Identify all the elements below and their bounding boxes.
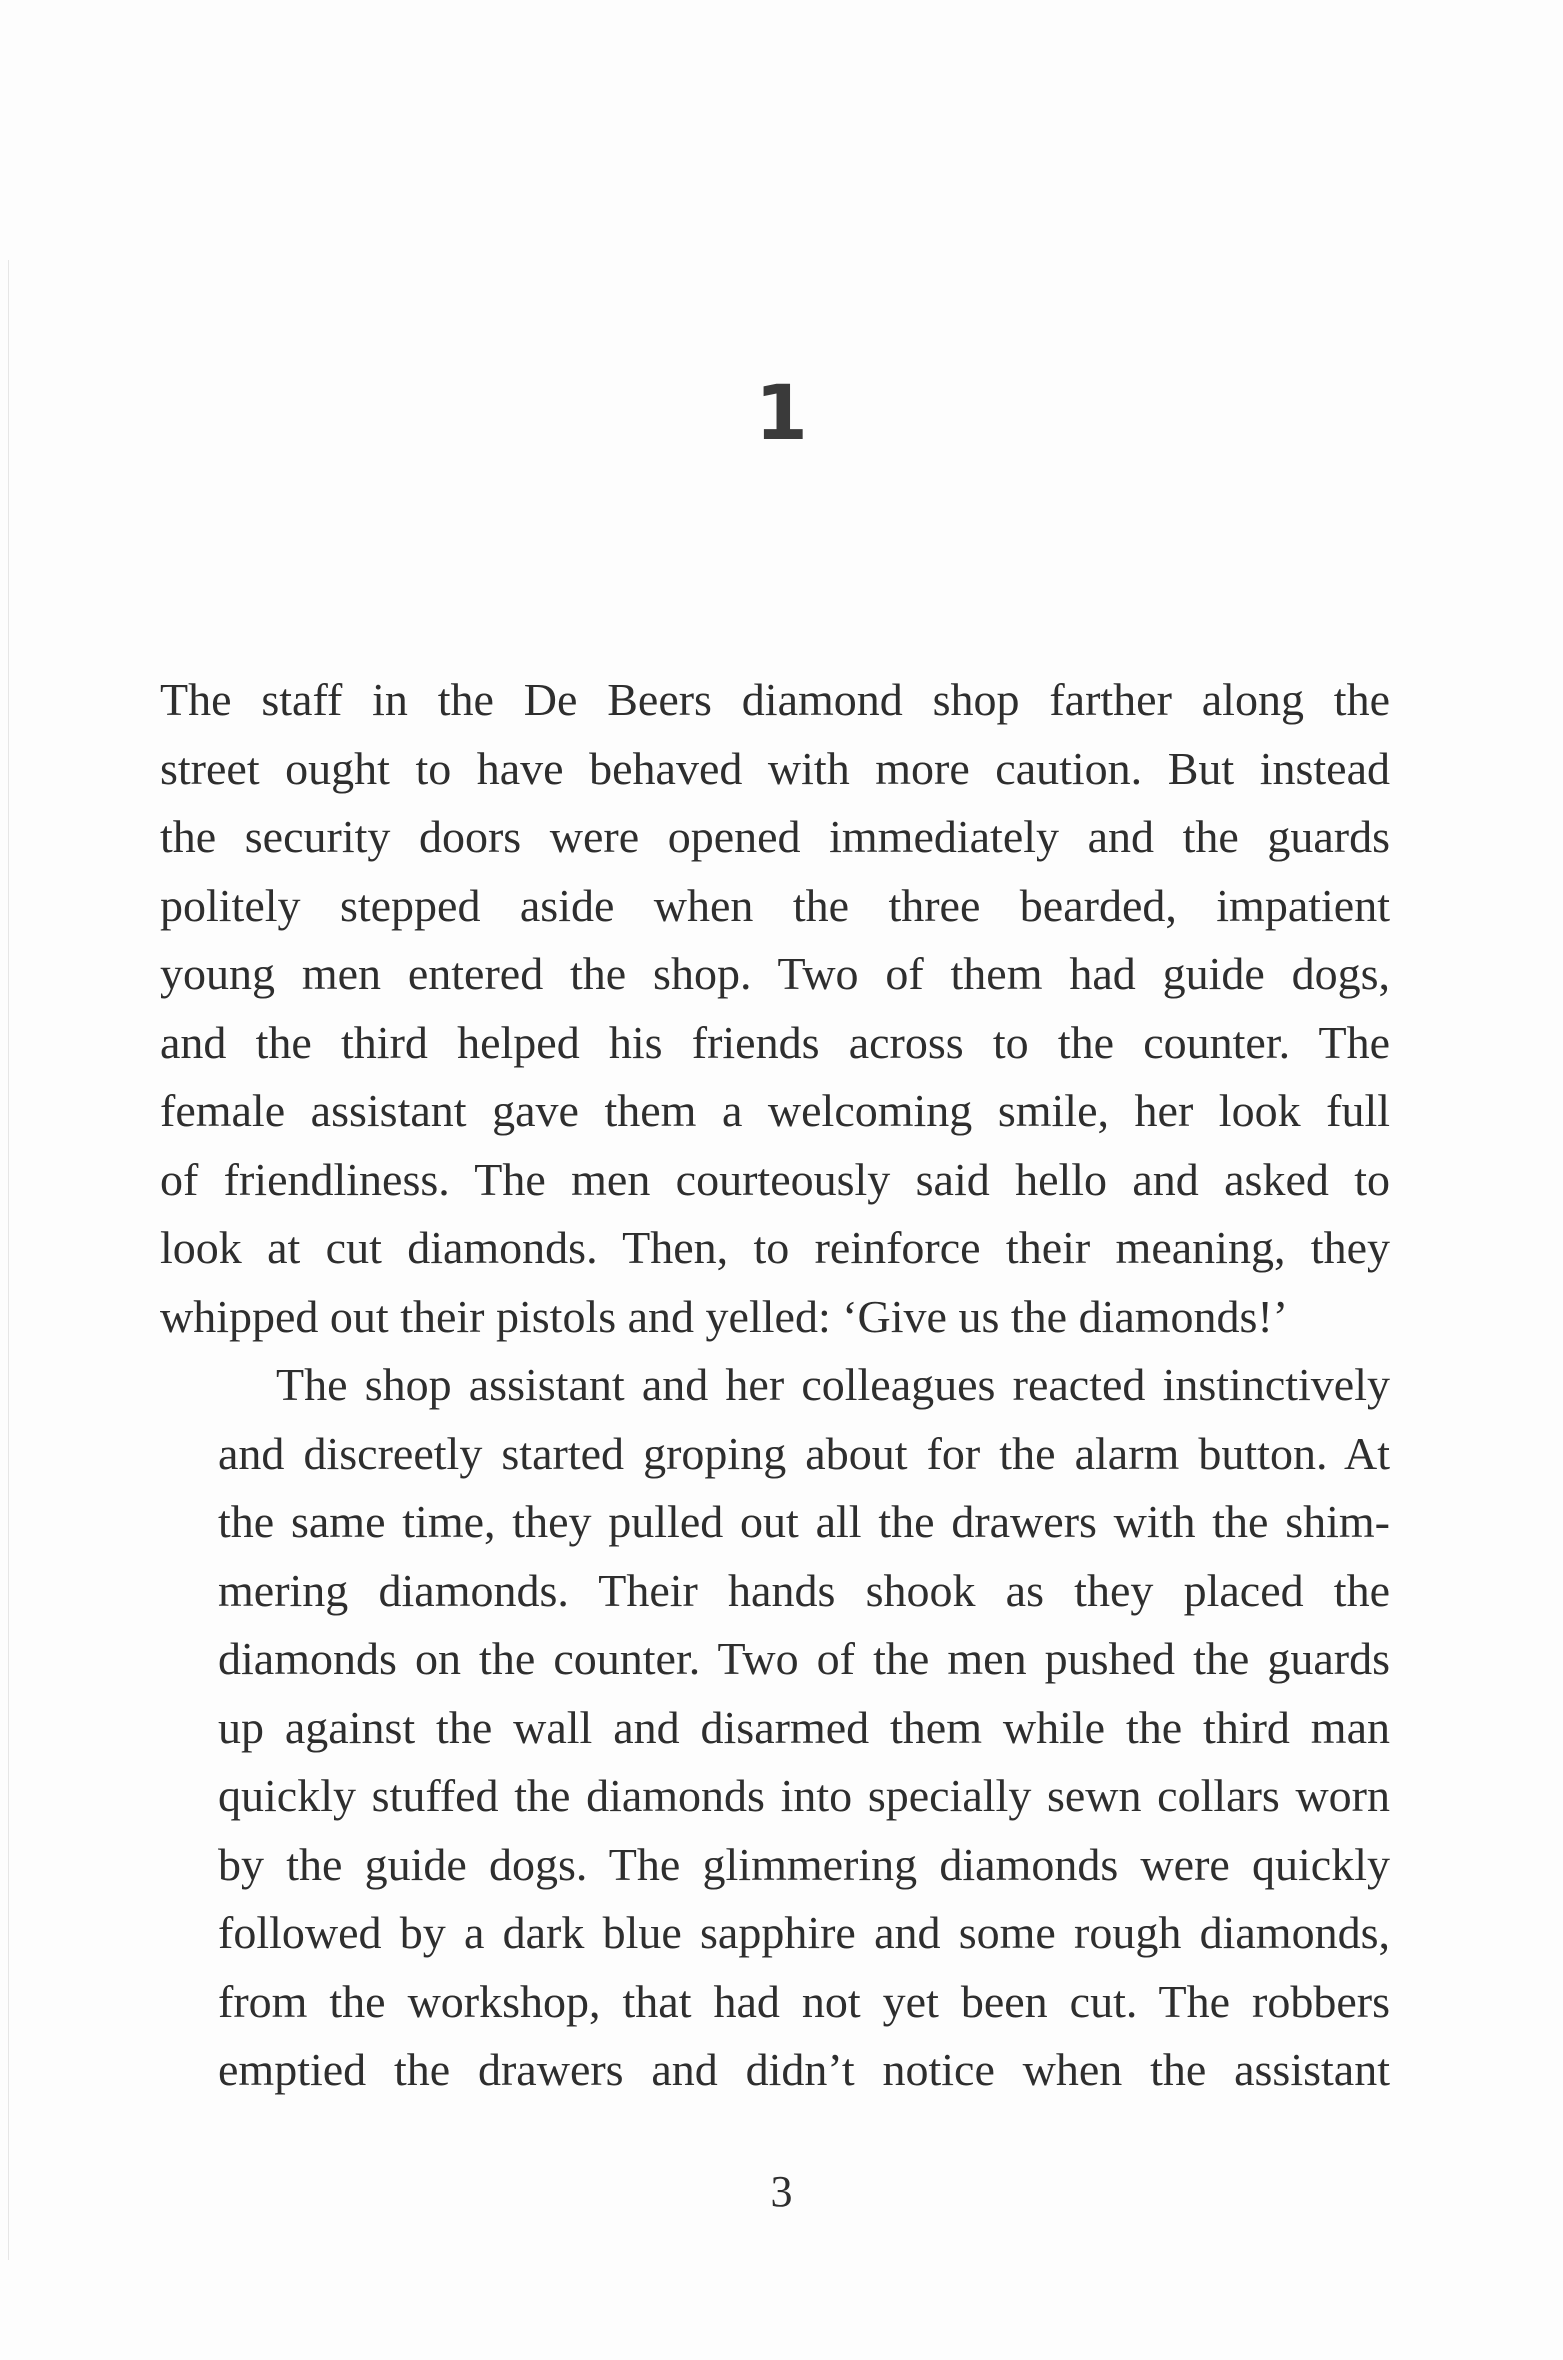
- text-line: female assistant gave them a welcoming smile, her look full: [160, 1085, 1390, 1136]
- text-line: by the guide dogs. The glimmering diamonds were quickly: [218, 1838, 1390, 1890]
- body-text: [160, 666, 1390, 2105]
- text-line: look at cut diamonds. Then, to reinforce their meaning, they: [160, 1222, 1390, 1273]
- text-line: from the workshop, that had not yet been cut. The robbers: [218, 1975, 1390, 2027]
- scan-edge-shadow: [8, 260, 9, 2260]
- text-line: The staff in the De Beers diamond shop farther along the: [160, 674, 1390, 725]
- text-line: mering diamonds. Their hands shook as they placed the: [218, 1564, 1390, 1616]
- chapter-number: 1: [755, 368, 808, 457]
- text-line: and discreetly started groping about for the alarm button. At: [218, 1427, 1390, 1479]
- text-line: followed by a dark blue sapphire and some rough diamonds,: [218, 1907, 1390, 1958]
- text-line: and the third helped his friends across to the counter. The: [160, 1016, 1390, 1068]
- text-line: quickly stuffed the diamonds into specially sewn collars worn: [218, 1770, 1390, 1821]
- text-line: The shop assistant and her colleagues reacted instinctively: [276, 1359, 1390, 1410]
- text-line: the same time, they pulled out all the drawers with the shim-: [218, 1496, 1390, 1547]
- text-line: politely stepped aside when the three bearded, impatient: [160, 879, 1390, 931]
- text-line: young men entered the shop. Two of them had guide dogs,: [160, 948, 1390, 999]
- text-line: of friendliness. The men courteously said hello and asked to: [160, 1153, 1390, 1205]
- page-number: 3: [770, 2167, 793, 2216]
- text-line: whipped out their pistols and yelled: ‘Give us the diamonds!’: [160, 1290, 1289, 1342]
- text-line: the security doors were opened immediately and the guards: [160, 811, 1390, 862]
- text-line: emptied the drawers and didn’t notice when the assistant: [218, 2044, 1390, 2095]
- text-line: up against the wall and disarmed them while the third man: [218, 1701, 1390, 1753]
- paragraph-1: [160, 666, 1390, 1351]
- text-line: street ought to have behaved with more caution. But instead: [160, 742, 1390, 794]
- paragraph-2: [160, 1351, 1390, 2105]
- text-line: diamonds on the counter. Two of the men pushed the guards: [218, 1633, 1390, 1684]
